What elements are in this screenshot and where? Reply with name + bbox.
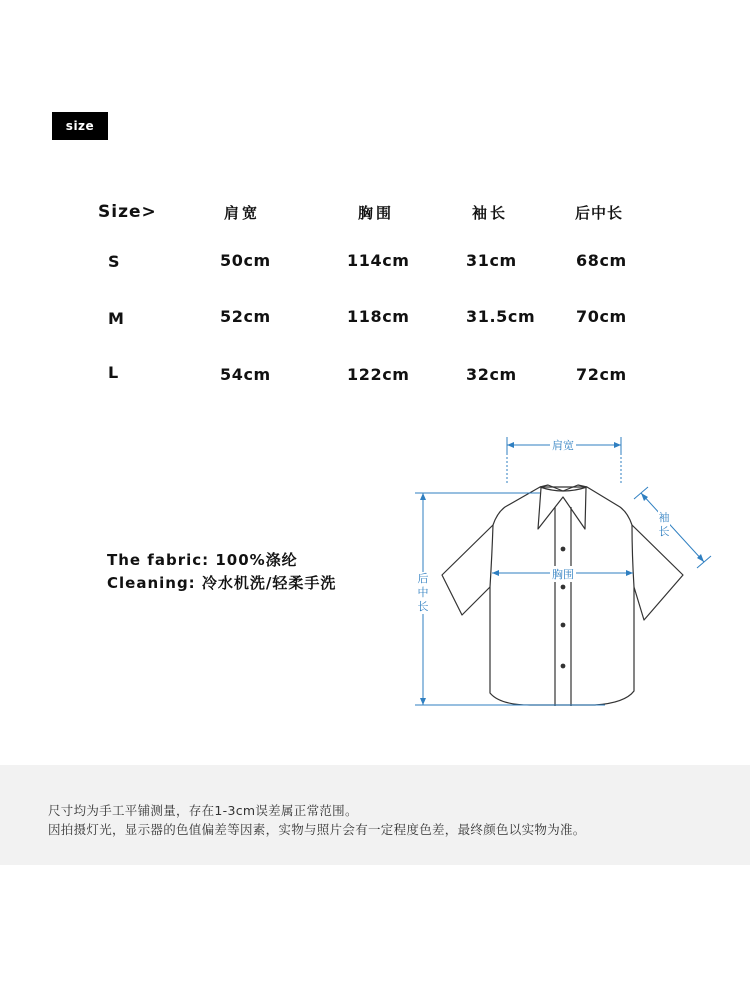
table-cell: 70cm (576, 307, 627, 326)
size-header: Size> (98, 202, 157, 222)
shoulder-dim-label: 肩宽 (552, 439, 574, 452)
note-line-1: 尺寸均为手工平铺测量，存在1-3cm误差属正常范围。 (48, 803, 358, 818)
length-header: 后中长 (575, 204, 624, 222)
chest-header: 胸围 (358, 204, 395, 222)
size-m: M (108, 309, 125, 328)
sleeve-header: 袖长 (472, 204, 509, 222)
table-cell: 31cm (466, 251, 517, 270)
table-cell: 52cm (220, 307, 271, 326)
size-tag: size (52, 112, 108, 140)
shoulder-header: 肩宽 (224, 204, 261, 222)
note-line-2: 因拍摄灯光，显示器的色值偏差等因素，实物与照片会有一定程度色差，最终颜色以实物为准。 (48, 822, 586, 837)
table-cell: 31.5cm (466, 307, 536, 326)
size-s: S (108, 252, 121, 271)
table-cell: 32cm (466, 365, 517, 384)
table-cell: 114cm (347, 251, 410, 270)
cleaning-line: Cleaning: 冷水机洗/轻柔手洗 (107, 574, 337, 592)
chest-dim-label: 胸围 (552, 568, 574, 581)
fabric-line: The fabric: 100%涤纶 (107, 551, 298, 569)
table-cell: 118cm (347, 307, 410, 326)
sleeve-dim-label: 袖长 (658, 511, 670, 538)
table-cell: 54cm (220, 365, 271, 384)
table-cell: 68cm (576, 251, 627, 270)
table-cell: 122cm (347, 365, 410, 384)
size-l: L (108, 363, 119, 382)
table-cell: 50cm (220, 251, 271, 270)
table-cell: 72cm (576, 365, 627, 384)
shirt-measurement-diagram (400, 425, 730, 725)
length-dim-label: 后中长 (417, 572, 429, 613)
